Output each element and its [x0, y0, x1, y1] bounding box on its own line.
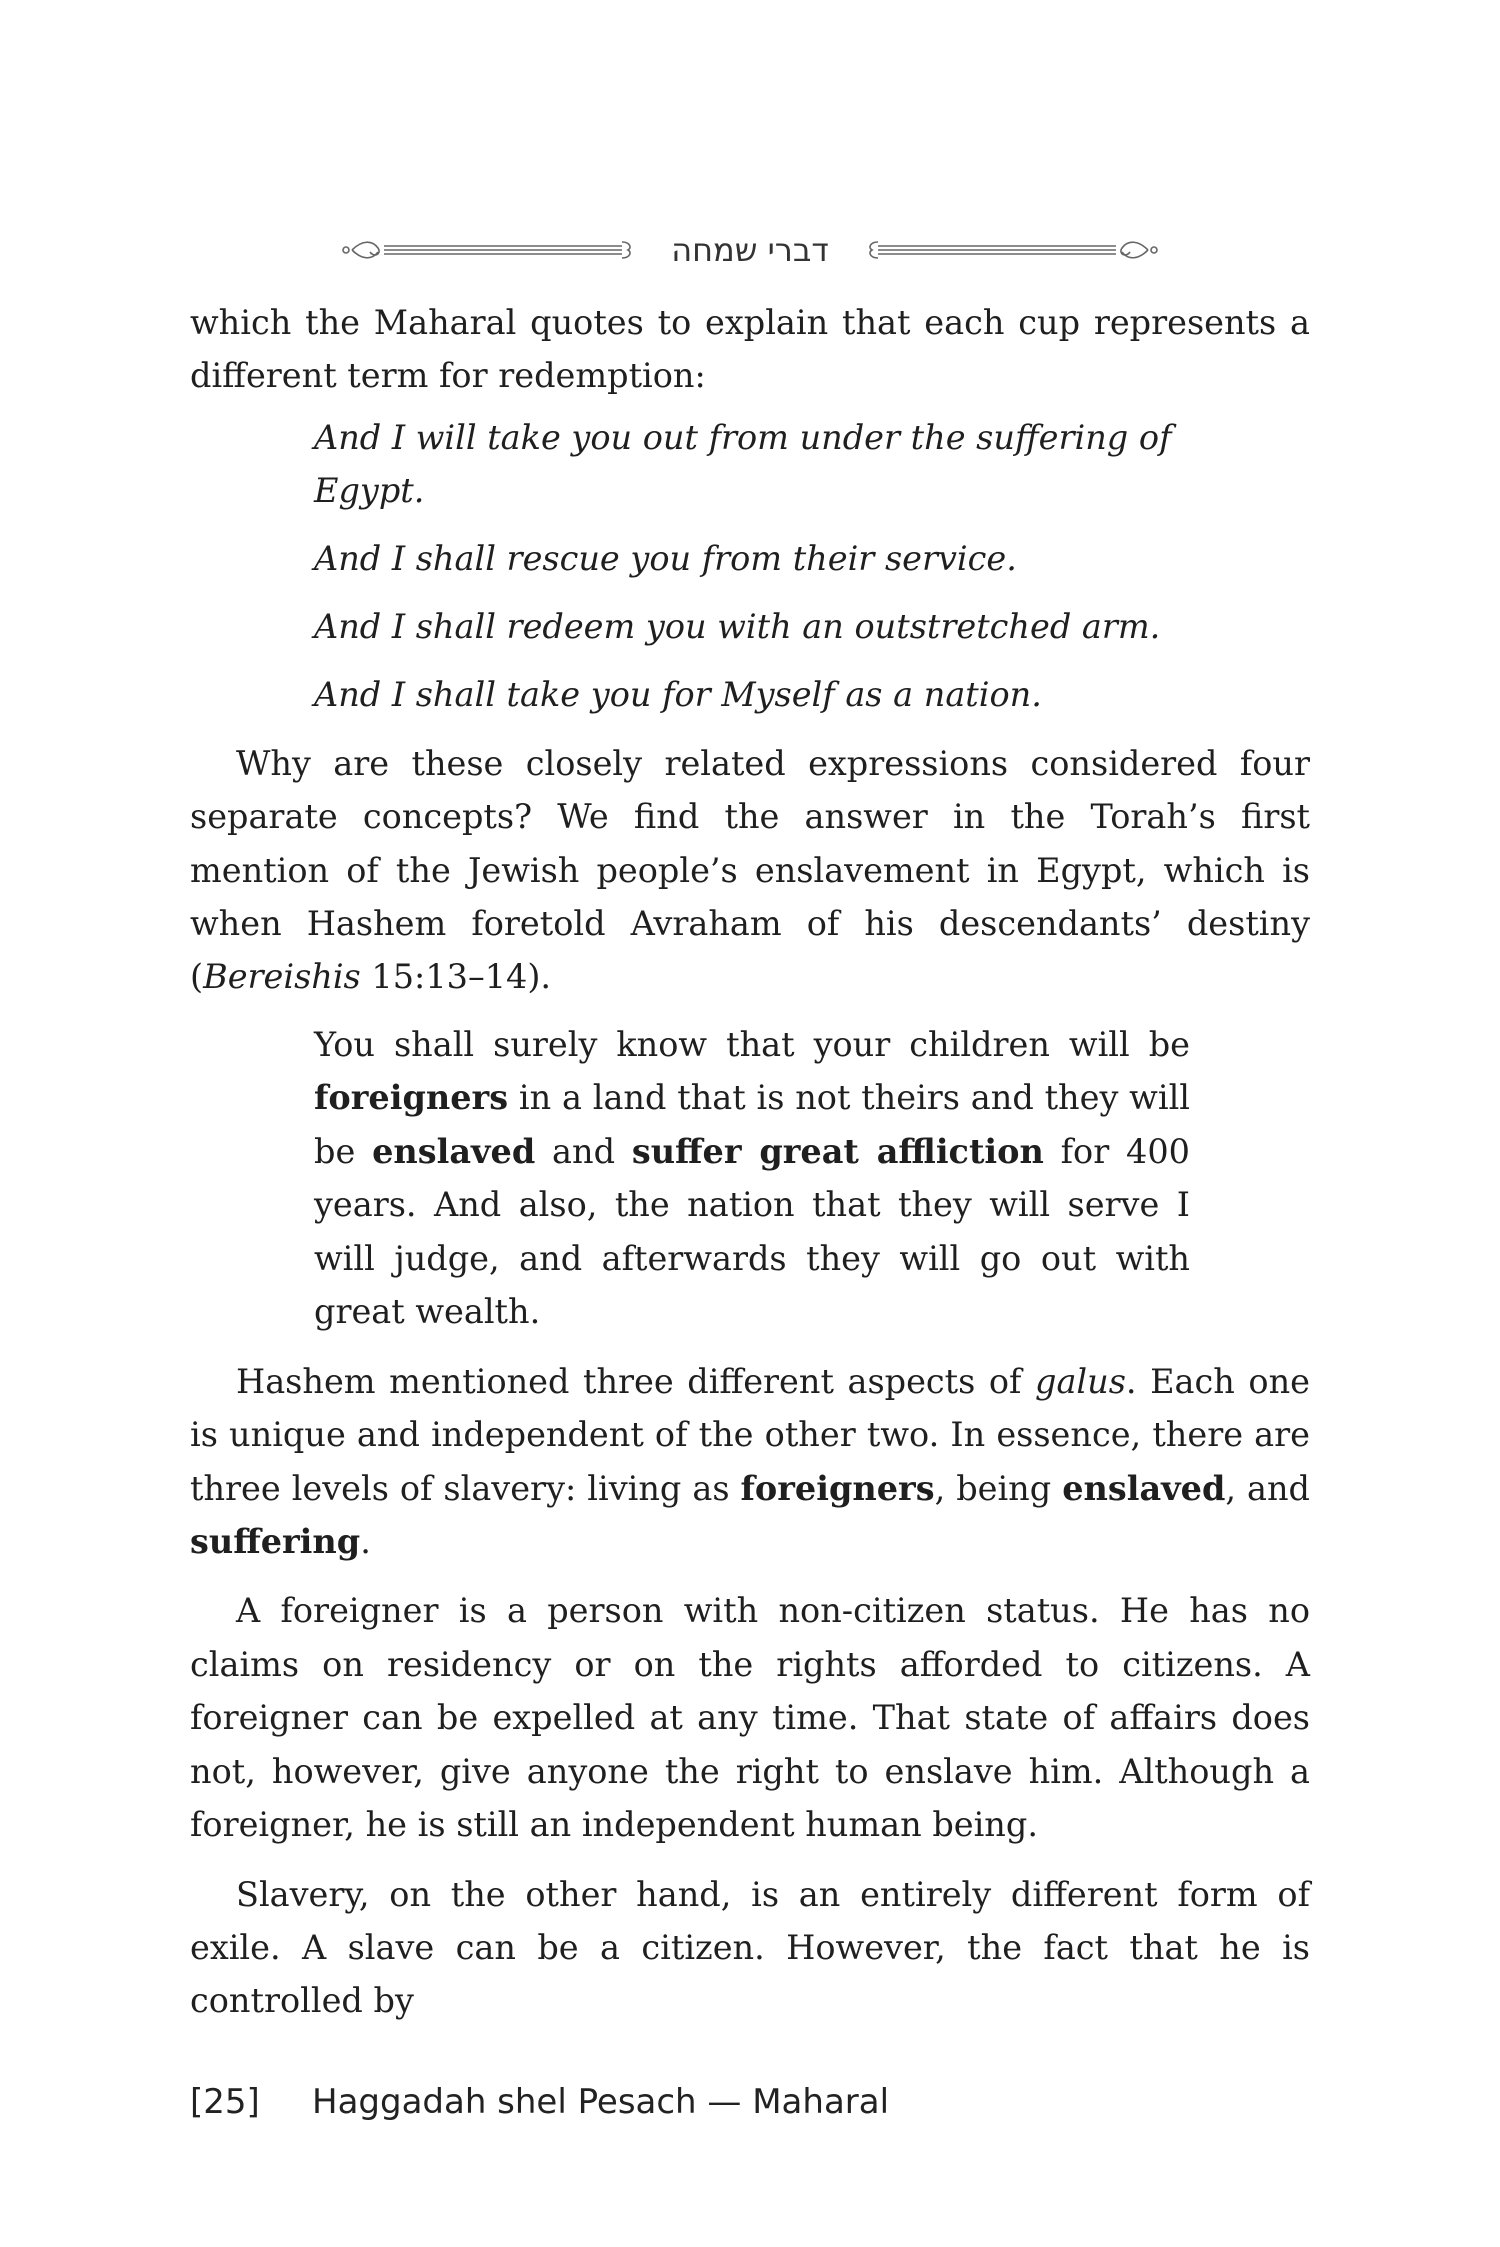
paragraph-question: Why are these closely related expressions considered four separate concepts? We find the answer in the Torah’s first mention of the Jewish people’s enslavement in Egypt, which is when Hashem foretold Avraham of his descendants’ destiny (Bereishis 15:13–14).	[190, 743, 1310, 997]
emphasis-enslaved: enslaved	[372, 1131, 536, 1171]
book-title: Haggadah shel Pesach — Maharal	[312, 2082, 890, 2122]
paragraph-slavery: Slavery, on the other hand, is an entirely different form of exile. A slave can be a citizen. However, the fact that he is controlled by	[190, 1874, 1310, 2021]
paragraph-foreigner: A foreigner is a person with non-citizen status. He has no claims on residency or on the rights afforded to citizens. A foreigner can be expelled at any time. That state of affairs does not, however, give anyone the right to enslave him. Although a foreigner, he is still an independent human being.	[190, 1591, 1310, 1845]
page-number: [25]	[190, 2082, 260, 2122]
paragraph-three-aspects: Hashem mentioned three different aspects of galus. Each one is unique and independent of the other two. In essence, there are three levels of slavery: living as foreigners, being enslaved, and suffering.	[190, 1361, 1311, 1562]
page-footer	[190, 2080, 889, 2124]
verse-line: And I shall rescue you from their service.	[314, 538, 1017, 578]
verse-line: And I will take you out from under the suffering of Egypt.	[314, 417, 1172, 510]
torah-quote: You shall surely know that your children will be foreigners in a land that is not theirs and they will be enslaved and suffer great affliction for 400 years. And also, the nation that they will serve I will judge, and afterwards they will go out with great wealth.	[314, 1024, 1190, 1332]
body-text	[190, 296, 1310, 2028]
term-galus: galus	[1035, 1361, 1126, 1401]
verse-line: And I shall take you for Myself as a nation.	[314, 674, 1042, 714]
citation: Bereishis	[203, 957, 361, 997]
header-title: דברי שמחה	[671, 231, 829, 269]
verse-block	[314, 411, 1190, 721]
paragraph-intro: which the Maharal quotes to explain that each cup represents a different term for redemption:	[190, 303, 1310, 396]
emphasis-foreigners: foreigners	[314, 1078, 509, 1118]
verse-line: And I shall redeem you with an outstretched arm.	[314, 606, 1161, 646]
header-ornament-right	[860, 228, 1160, 272]
running-header	[340, 228, 1160, 272]
emphasis-affliction: suffer great affliction	[631, 1131, 1044, 1171]
header-ornament-left	[340, 228, 640, 272]
